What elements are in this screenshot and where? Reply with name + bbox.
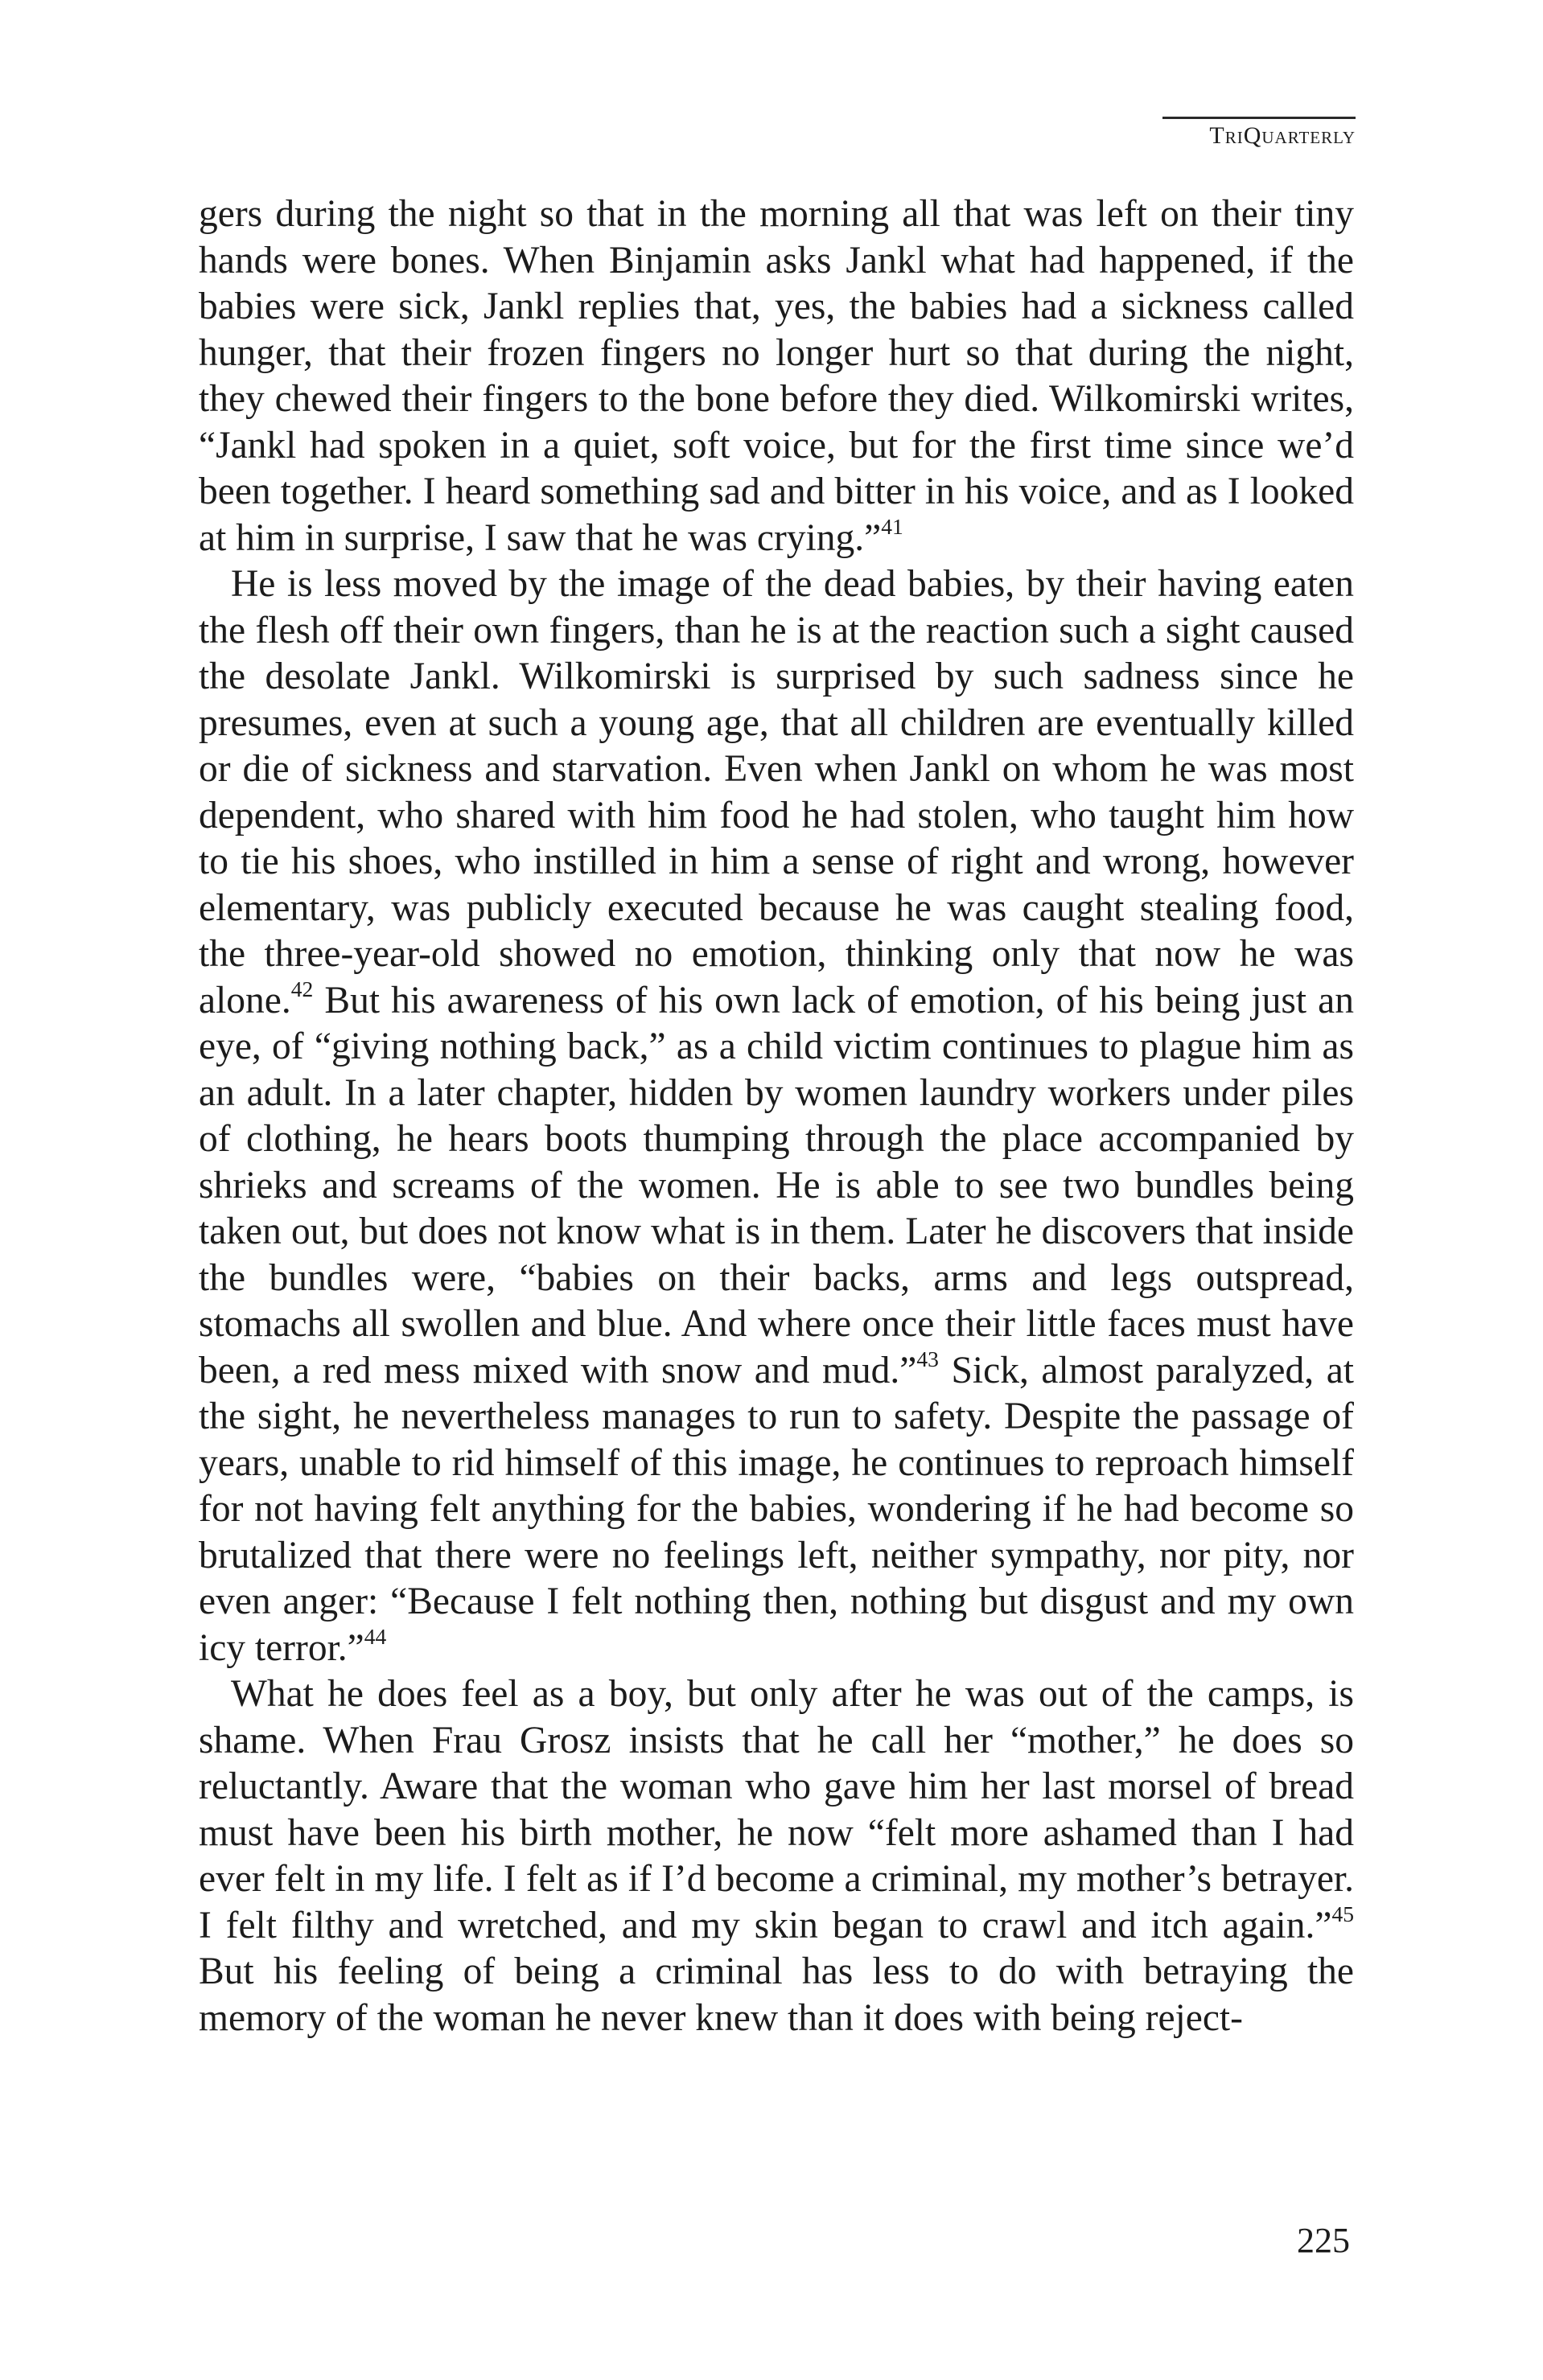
paragraph-text: Sick, almost paralyzed, at the sight, he nevertheless manages to run to safety. Despite the passage of years, unable to rid himself of this image, he continues to reproach himself for not having felt anything for the babies, wondering if he had become so brutalized that there were no feelings left, neither sympathy, nor pity, nor even anger: “Because I felt nothing then, nothing but disgust and my own icy terror.” <box>199 1349 1354 1669</box>
footnote-ref-42: 42 <box>290 976 314 1001</box>
page-number: 225 <box>1297 2221 1350 2260</box>
paragraph-text: He is less moved by the image of the dead babies, by their having eaten the flesh off their own fingers, than he is at the reaction such a sight caused the desolate Jankl. Wilkomirski is surprised by such sadness since he presumes, even at such a young age, that all children are eventually killed or die of sickness and starvation. Even when Jankl on whom he was most dependent, who shared with him food he had stolen, who taught him how to tie his shoes, who instilled in him a sense of right and wrong, however elementary, was publicly executed because he was caught stealing food, the three-year-old showed no emotion, thinking only that now he was alone. <box>199 563 1354 1021</box>
paragraph-2 <box>199 561 1354 1671</box>
footnote-ref-44: 44 <box>364 1623 387 1649</box>
paragraph-1 <box>199 191 1354 561</box>
paragraph-3 <box>199 1671 1354 2041</box>
paragraph-text: But his feeling of being a criminal has less to do with betraying the memory of the woman he never knew than it does with being reject- <box>199 1950 1354 2039</box>
running-head <box>1162 117 1356 150</box>
paragraph-text: gers during the night so that in the morning all that was left on their tiny hands were bones. When Binjamin asks Jankl what had happened, if the babies were sick, Jankl replies that, yes, the babies had a sickness called hunger, that their frozen fingers no longer hurt so that during the night, they chewed their fingers to the bone before they died. Wilkomirski writes, “Jankl had spoken in a quiet, soft voice, but for the first time since we’d been together. I heard something sad and bitter in his voice, and as I looked at him in surprise, I saw that he was crying.” <box>199 193 1354 559</box>
running-head-title: TriQuarterly <box>1209 122 1356 149</box>
footnote-ref-41: 41 <box>881 513 903 539</box>
footnote-ref-45: 45 <box>1331 1901 1354 1926</box>
paragraph-text: But his awareness of his own lack of emotion, of his being just an eye, of “giving nothing back,” as a child victim continues to plague him as an adult. In a later chapter, hidden by women laundry workers under piles of clothing, he hears boots thumping through the place accompanied by shrieks and screams of the women. He is able to see two bundles being taken out, but does not know what is in them. Later he discovers that inside the bundles were, “babies on their backs, arms and legs outspread, stomachs all swollen and blue. And where once their little faces must have been, a red mess mixed with snow and mud.” <box>199 979 1354 1391</box>
body-text <box>199 191 1354 2041</box>
footnote-ref-43: 43 <box>916 1346 939 1371</box>
paragraph-text: What he does feel as a boy, but only after he was out of the camps, is shame. When Frau Grosz insists that he call her “mother,” he does so reluctantly. Aware that the woman who gave him her last morsel of bread must have been his birth mother, he now “felt more ashamed than I had ever felt in my life. I felt as if I’d become a criminal, my mother’s betrayer. I felt filthy and wretched, and my skin began to crawl and itch again.” <box>199 1673 1354 1946</box>
